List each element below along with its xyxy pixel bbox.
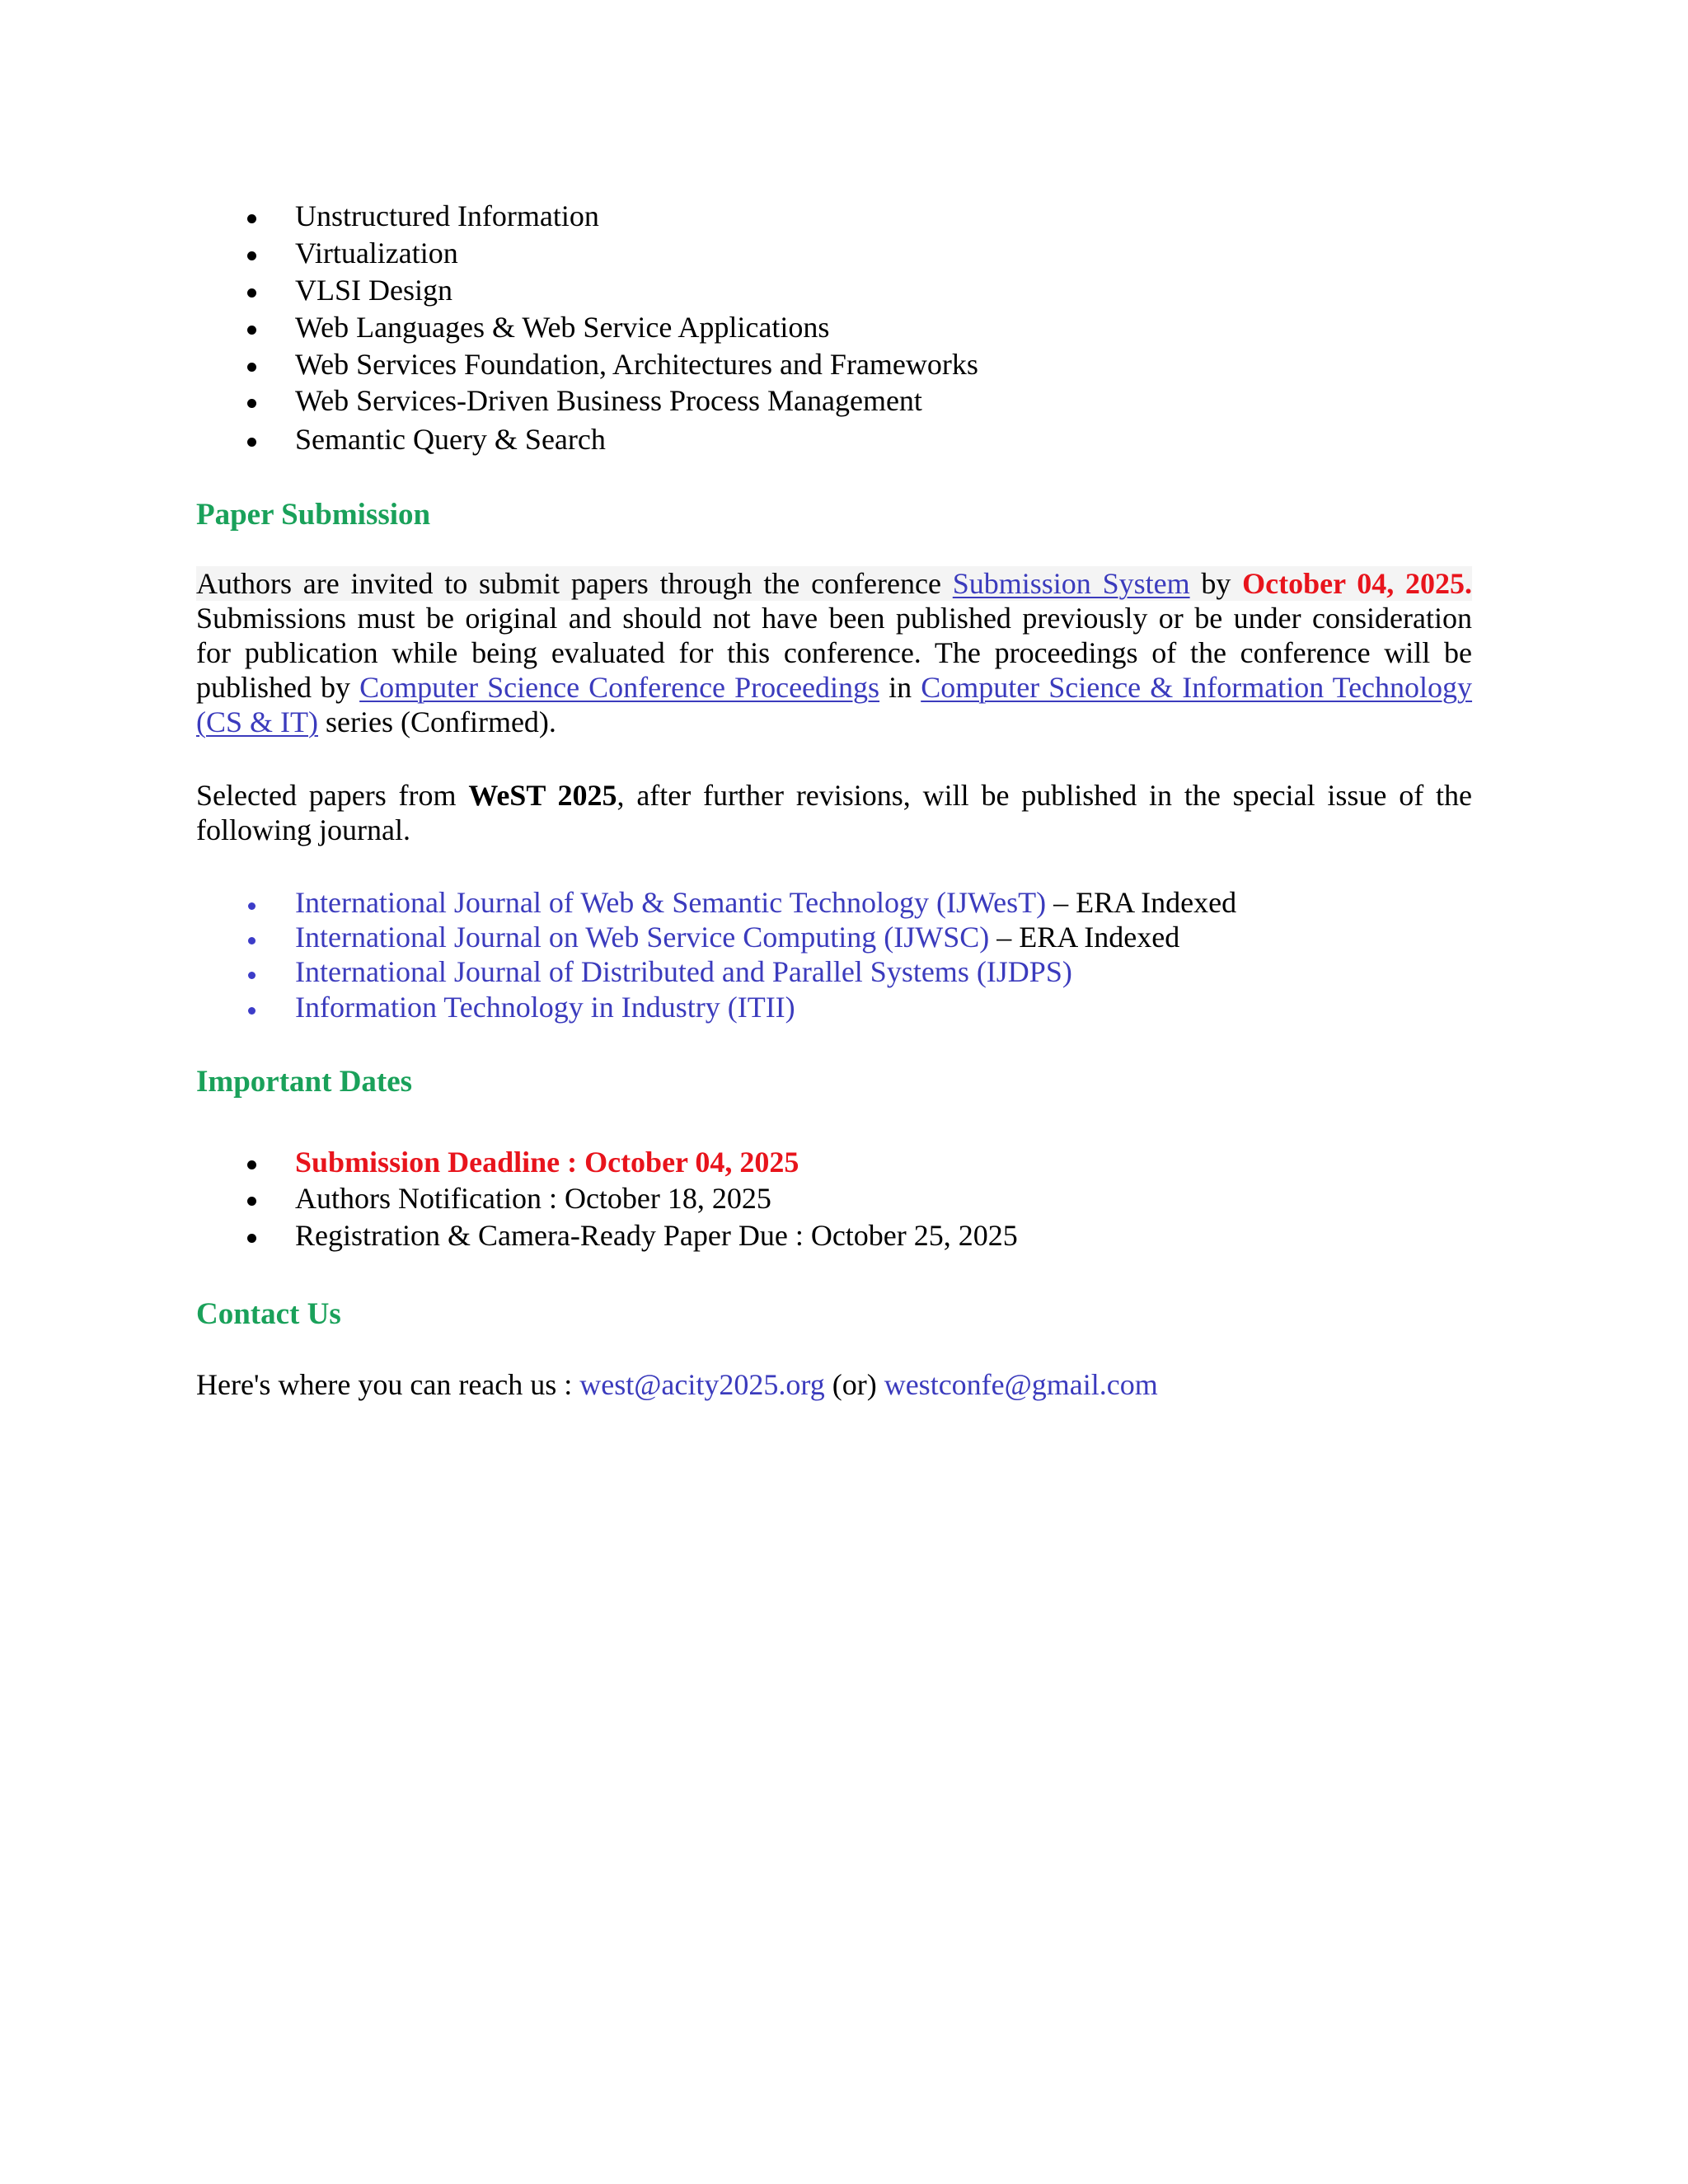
journal-link[interactable]: International Journal of Distributed and Parallel Systems (IJDPS) <box>295 955 1072 988</box>
bullet-icon <box>248 902 256 910</box>
or-text: (or) <box>832 1368 877 1401</box>
journal-link[interactable]: Information Technology in Industry (ITII) <box>295 991 795 1024</box>
paragraph-line <box>196 566 1472 601</box>
journal-suffix: – ERA Indexed <box>1046 886 1237 919</box>
date-item-text: Authors Notification : October 18, 2025 <box>295 1182 771 1215</box>
list-item <box>196 1217 1018 1254</box>
topic-label: Virtualization <box>295 237 458 269</box>
contact-paragraph <box>196 1367 1472 1402</box>
list-item <box>196 954 1236 989</box>
contact-us-heading: Contact Us <box>196 1297 341 1331</box>
topic-label: Semantic Query & Search <box>295 423 606 456</box>
topic-label: Web Languages & Web Service Applications <box>295 311 830 344</box>
list-item <box>196 272 978 309</box>
journal-suffix: – ERA Indexed <box>989 921 1180 954</box>
selected-papers-paragraph <box>196 778 1472 847</box>
topic-label: Web Services-Driven Business Process Management <box>295 384 922 417</box>
selected-prefix-text: Selected papers from <box>196 779 457 812</box>
bullet-icon <box>247 251 256 260</box>
deadline-text: October 04, 2025. <box>1242 567 1473 600</box>
topics-list <box>196 198 978 458</box>
selected-suffix-text: , after further revisions, will be published in the special issue of the <box>617 779 1472 812</box>
conference-name: WeST 2025 <box>468 779 617 812</box>
bullet-icon <box>247 326 256 335</box>
bullet-icon <box>248 937 256 944</box>
intro-text: Authors are invited to submit papers through the conference <box>196 567 941 600</box>
bullet-icon <box>247 438 256 447</box>
important-dates-heading: Important Dates <box>196 1065 413 1099</box>
list-item <box>196 309 978 346</box>
series-link[interactable]: Computer Science & Information Technology <box>921 671 1473 704</box>
topic-label: Web Services Foundation, Architectures and Frameworks <box>295 348 978 381</box>
series-suffix-text: series (Confirmed). <box>326 705 556 738</box>
paragraph-line: Submissions must be original and should not have been published previously or be under consideration <box>196 602 1472 635</box>
email-link-primary[interactable]: west@acity2025.org <box>579 1368 825 1401</box>
list-item <box>196 989 1236 1024</box>
proceedings-link[interactable]: Computer Science Conference Proceedings <box>359 671 880 704</box>
date-item-text: Registration & Camera-Ready Paper Due : October 25, 2025 <box>295 1219 1018 1252</box>
journals-list <box>196 884 1236 1024</box>
list-item <box>196 198 978 235</box>
bullet-icon <box>247 1160 256 1169</box>
topic-label: Unstructured Information <box>295 199 599 232</box>
bullet-icon <box>247 214 256 223</box>
paragraph-line: for publication while being evaluated for this conference. The proceedings of the conference will be <box>196 636 1472 669</box>
paragraph-line <box>196 670 1472 705</box>
paper-submission-heading: Paper Submission <box>196 498 431 532</box>
bullet-icon <box>247 1197 256 1206</box>
list-item <box>196 346 978 382</box>
paragraph-line: following journal. <box>196 813 410 846</box>
dates-list <box>196 1144 1018 1254</box>
list-item <box>196 919 1236 954</box>
list-item <box>196 421 978 458</box>
list-item <box>196 884 1236 919</box>
topic-label: VLSI Design <box>295 274 452 307</box>
list-item <box>196 235 978 272</box>
list-item <box>196 382 978 421</box>
bullet-icon <box>247 288 256 298</box>
in-text: in <box>889 671 912 704</box>
bullet-icon <box>247 1234 256 1243</box>
submission-deadline-text: Submission Deadline : October 04, 2025 <box>295 1146 799 1179</box>
paragraph-line <box>196 705 1472 739</box>
list-item <box>196 1180 1018 1217</box>
bullet-icon <box>247 399 256 408</box>
paragraph-line <box>196 778 1472 813</box>
submission-paragraph <box>196 566 1472 739</box>
list-item <box>196 1144 1018 1180</box>
journal-link[interactable]: International Journal on Web Service Computing (IJWSC) <box>295 921 990 954</box>
bullet-icon <box>248 972 256 979</box>
series-link-continued[interactable]: (CS & IT) <box>196 705 318 738</box>
published-by-text: published by <box>196 671 351 704</box>
submission-system-link[interactable]: Submission System <box>952 567 1190 600</box>
contact-prefix-text: Here's where you can reach us : <box>196 1368 573 1401</box>
email-link-secondary[interactable]: westconfe@gmail.com <box>884 1368 1158 1401</box>
bullet-icon <box>248 1007 256 1015</box>
journal-link[interactable]: International Journal of Web & Semantic Technology (IJWesT) <box>295 886 1047 919</box>
by-text: by <box>1201 567 1231 600</box>
bullet-icon <box>247 363 256 372</box>
